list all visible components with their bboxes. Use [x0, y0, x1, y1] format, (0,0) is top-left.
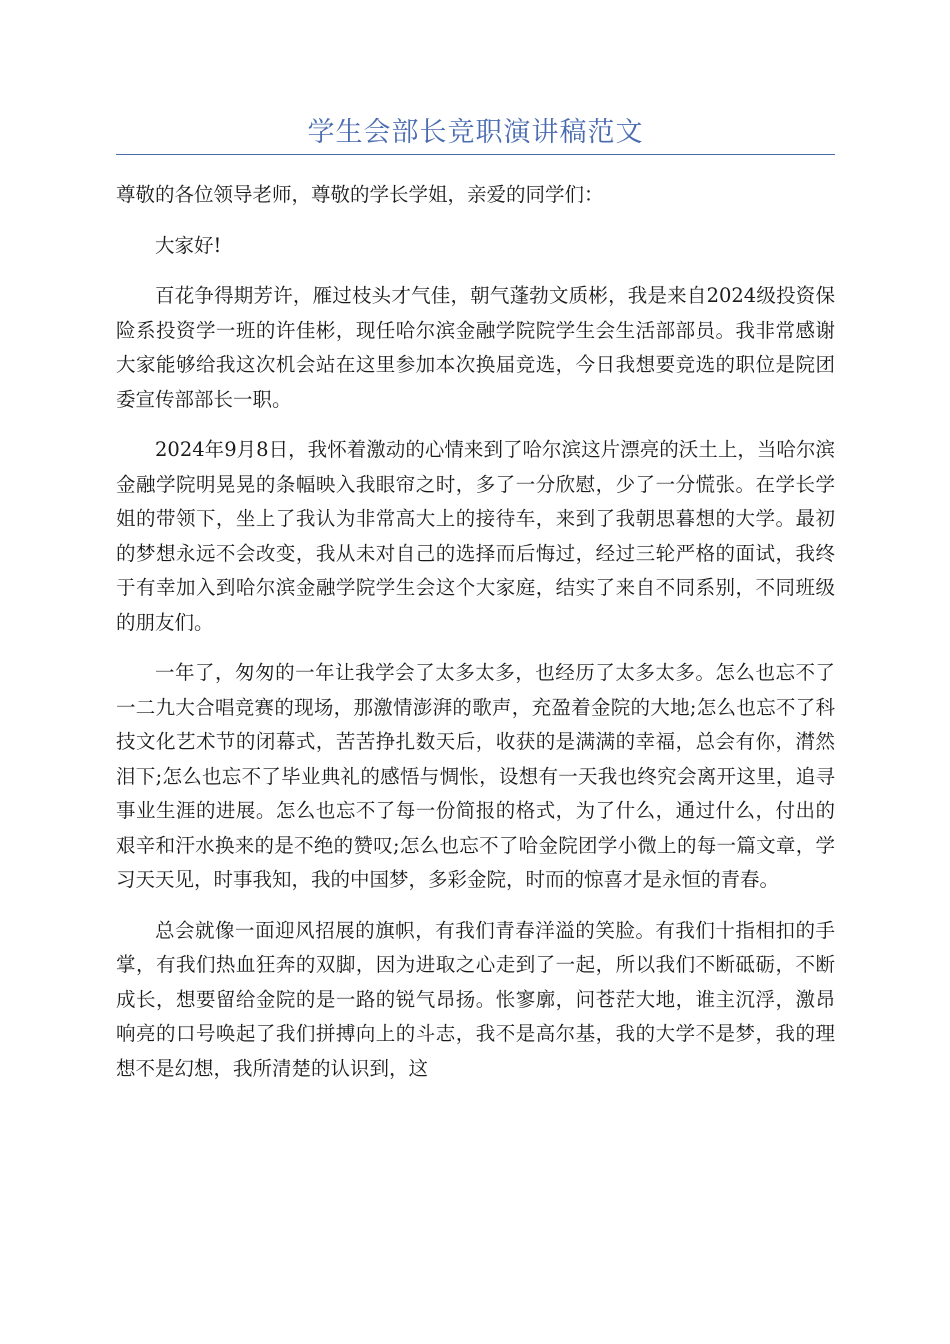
paragraph-introduction: 百花争得期芳许，雁过枝头才气佳，朝气蓬勃文质彬，我是来自2024级投资保险系投资学一班的许佳彬，现任哈尔滨金融学院院学生会生活部部员。我非常感谢大家能够给我这次机会站在这里参加本次换届竞选，今日我想要竞选的职位是院团委宣传部部长一职。 — [116, 284, 835, 411]
paragraph-greeting: 大家好! — [155, 233, 222, 257]
paragraph-arrival: 2024年9月8日，我怀着激动的心情来到了哈尔滨这片漂亮的沃土上，当哈尔滨金融学院明晃晃的条幅映入我眼帘之时，多了一分欣慰，少了一分慌张。在学长学姐的带领下，坐上了我认为非常高大上的接待车，来到了我朝思暮想的大学。最初的梦想永远不会改变，我从未对自己的选择而后悔过，经过三轮严格的面试，我终于有幸加入到哈尔滨金融学院学生会这个大家庭，结实了来自不同系别，不同班级的朋友们。 — [116, 438, 835, 634]
document-title: 学生会部长竞职演讲稿范文 — [307, 117, 644, 148]
title-underline — [116, 154, 835, 155]
paragraph-union: 总会就像一面迎风招展的旗帜，有我们青春洋溢的笑脸。有我们十指相扣的手掌，有我们热血狂奔的双脚，因为进取之心走到了一起，所以我们不断砥砺，不断成长，想要留给金院的是一路的锐气昂扬。怅寥廓，问苍茫大地，谁主沉浮，激昂响亮的口号唤起了我们拼搏向上的斗志，我不是高尔基，我的大学不是梦，我的理想不是幻想，我所清楚的认识到，这 — [116, 918, 835, 1080]
document-body — [116, 178, 835, 1102]
salutation: 尊敬的各位领导老师，尊敬的学长学姐，亲爱的同学们： — [116, 183, 604, 206]
paragraph-memories: 一年了，匆匆的一年让我学会了太多太多，也经历了太多太多。怎么也忘不了一二九大合唱竞赛的现场，那激情澎湃的歌声，充盈着金院的大地;怎么也忘不了科技文化艺术节的闭幕式，苦苦挣扎数天后，收获的是满满的幸福，总会有你，潸然泪下;怎么也忘不了毕业典礼的感悟与惆怅，设想有一天我也终究会离开这里，追寻事业生涯的进展。怎么也忘不了每一份简报的格式，为了什么，通过什么，付出的艰辛和汗水换来的是不绝的赞叹;怎么也忘不了哈金院团学小微上的每一篇文章，学习天天见，时事我知，我的中国梦，多彩金院，时而的惊喜才是永恒的青春。 — [116, 661, 835, 891]
